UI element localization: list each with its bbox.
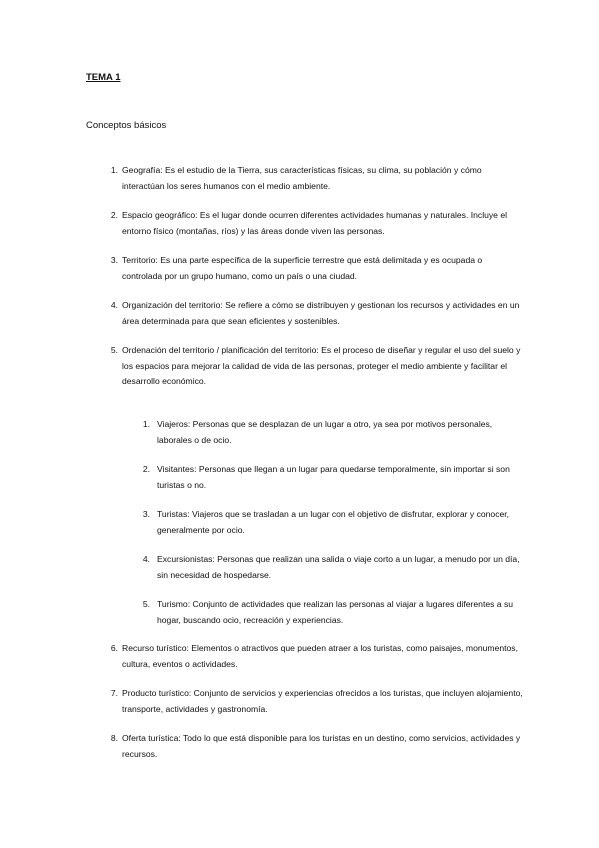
sub-list-item-text: Turismo: Conjunto de actividades que realizan las personas al viajar a lugares diferentes a su hogar, buscando ocio, recreación y experiencias. xyxy=(157,599,514,625)
list-item-text: Recurso turístico: Elementos o atractivos que pueden atraer a los turistas, como paisajes, monumentos, cultura, eventos o actividades. xyxy=(122,643,518,669)
sub-list-item xyxy=(140,552,520,583)
list-item-text: Producto turístico: Conjunto de servicios y experiencias ofrecidos a los turistas, que incluyen alojamiento, transporte, actividades y gastronomía. xyxy=(122,688,523,714)
sub-list-item xyxy=(140,462,520,493)
sub-list-item-text: Excursionistas: Personas que realizan una salida o viaje corto a un lugar, a menudo por un día, sin necesidad de hospedarse. xyxy=(157,554,520,580)
list-item-number: 8. xyxy=(110,733,118,743)
list-item-text: Ordenación del territorio / planificación del territorio: Es el proceso de diseñar y regular el uso del suelo y los espacios para mejorar la calidad de vida de las personas, proteger el medio ambiente y facilitar el desarrollo económico. xyxy=(122,345,521,386)
sub-list-item-text: Viajeros: Personas que se desplazan de un lugar a otro, ya sea por motivos personales, laborales o de ocio. xyxy=(157,419,493,445)
list-item-number: 6. xyxy=(110,643,118,653)
list-item-text: Oferta turística: Todo lo que está disponible para los turistas en un destino, como servicios, actividades y recursos. xyxy=(122,733,521,759)
sub-list-item xyxy=(140,417,520,448)
list-item xyxy=(104,686,524,717)
document-subtitle: Conceptos básicos xyxy=(86,120,167,131)
list-item xyxy=(104,731,524,762)
document-title: TEMA 1 xyxy=(86,72,121,83)
list-item-number: 2. xyxy=(110,210,118,220)
list-item xyxy=(104,163,524,194)
sub-list-item-text: Visitantes: Personas que llegan a un lugar para quedarse temporalmente, sin importar si son turistas o no. xyxy=(157,464,510,490)
list-item-number: 5. xyxy=(110,345,118,355)
list-item xyxy=(104,298,524,329)
sub-list-item-number: 3. xyxy=(142,509,150,519)
list-item-number: 3. xyxy=(110,255,118,265)
sub-list-item-number: 4. xyxy=(142,554,150,564)
list-item xyxy=(104,343,524,390)
list-item xyxy=(104,641,524,672)
sub-list-item-number: 1. xyxy=(142,419,150,429)
list-item-text: Geografía: Es el estudio de la Tierra, sus características físicas, su clima, su población y cómo interactúan los seres humanos con el medio ambiente. xyxy=(122,165,482,191)
list-item-text: Espacio geográfico: Es el lugar donde ocurren diferentes actividades humanas y naturales. Incluye el entorno físico (montañas, ríos) y las áreas donde viven las personas. xyxy=(122,210,508,236)
sub-list-item-number: 2. xyxy=(142,464,150,474)
list-item-number: 1. xyxy=(110,165,118,175)
sub-list-item-number: 5. xyxy=(142,599,150,609)
list-item-text: Organización del territorio: Se refiere a cómo se distribuyen y gestionan los recursos y actividades en un área determinada para que sean eficientes y sostenibles. xyxy=(122,300,520,326)
list-item-number: 4. xyxy=(110,300,118,310)
sub-list-item xyxy=(140,597,520,628)
list-item xyxy=(104,208,524,239)
list-item-text: Territorio: Es una parte específica de la superficie terrestre que está delimitada y es ocupada o controlada por un grupo humano, como un país o una ciudad. xyxy=(122,255,483,281)
list-item-number: 7. xyxy=(110,688,118,698)
sub-list-item xyxy=(140,507,520,538)
sub-list-item-text: Turistas: Viajeros que se trasladan a un lugar con el objetivo de disfrutar, explorar y conocer, generalmente por ocio. xyxy=(157,509,510,535)
list-item xyxy=(104,253,524,284)
